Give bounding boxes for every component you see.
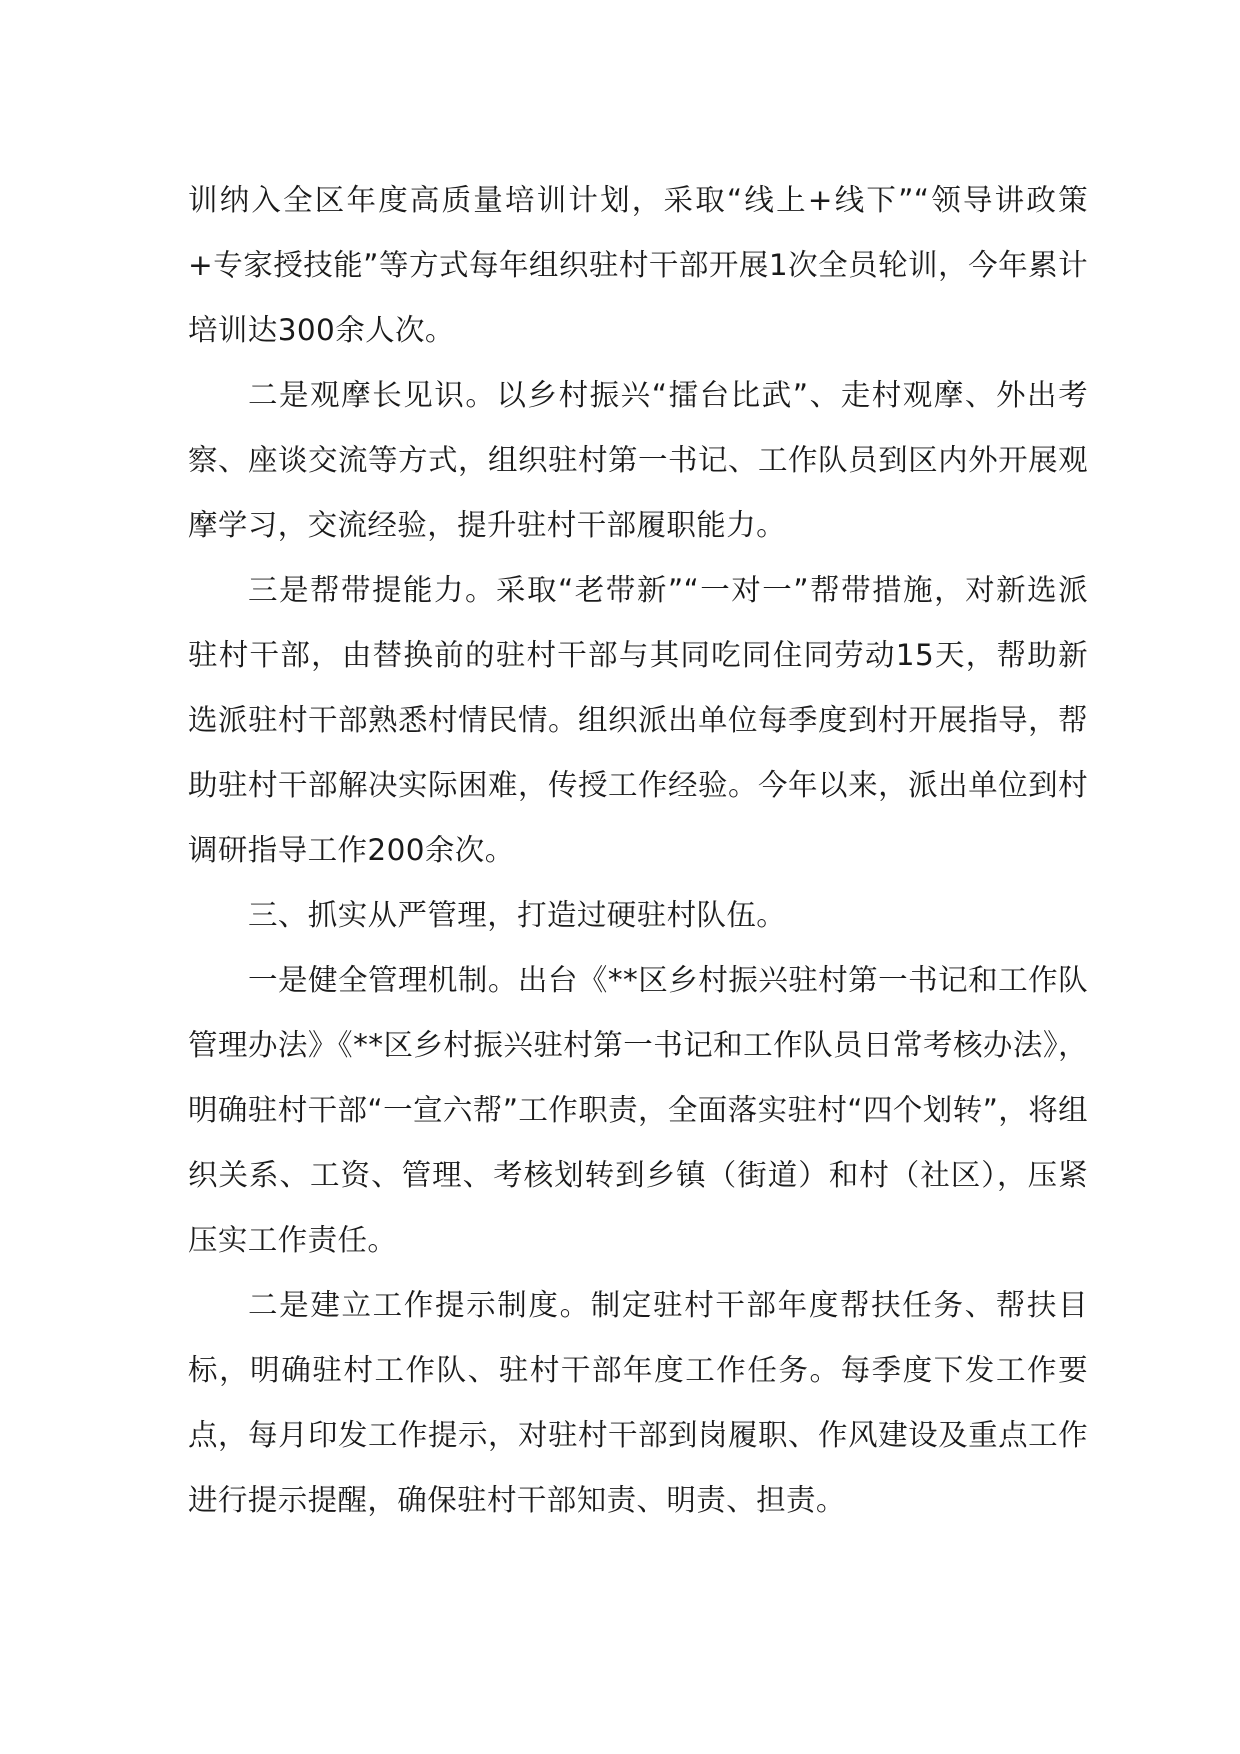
document-page xyxy=(188,168,1088,1533)
paragraph-observation-learning: 二是观摩长见识。以乡村振兴“擂台比武”、走村观摩、外出考察、座谈交流等方式，组织驻村第一书记、工作队员到区内外开展观摩学习，交流经验，提升驻村干部履职能力。 xyxy=(188,378,1088,542)
paragraph-mentoring: 三是帮带提能力。采取“老带新”“一对一”帮带措施，对新选派驻村干部，由替换前的驻村干部与其同吃同住同劳动15天，帮助新选派驻村干部熟悉村情民情。组织派出单位每季度到村开展指导，帮助驻村干部解决实际困难，传授工作经验。今年以来，派出单位到村调研指导工作200余次。 xyxy=(188,573,1088,867)
section-three-heading: 三、抓实从严管理，打造过硬驻村队伍。 xyxy=(248,898,787,932)
paragraph-work-reminder-system: 二是建立工作提示制度。制定驻村干部年度帮扶任务、帮扶目标，明确驻村工作队、驻村干部年度工作任务。每季度下发工作要点，每月印发工作提示，对驻村干部到岗履职、作风建设及重点工作进行提示提醒，确保驻村干部知责、明责、担责。 xyxy=(188,1288,1088,1517)
paragraph-training-continuation: 训纳入全区年度高质量培训计划，采取“线上+线下”“领导讲政策+专家授技能”等方式每年组织驻村干部开展1次全员轮训，今年累计培训达300余人次。 xyxy=(188,183,1088,347)
paragraph-management-mechanism: 一是健全管理机制。出台《**区乡村振兴驻村第一书记和工作队管理办法》《**区乡村振兴驻村第一书记和工作队员日常考核办法》，明确驻村干部“一宣六帮”工作职责，全面落实驻村“四个划转”，将组织关系、工资、管理、考核划转到乡镇（街道）和村（社区），压紧压实工作责任。 xyxy=(188,963,1088,1257)
